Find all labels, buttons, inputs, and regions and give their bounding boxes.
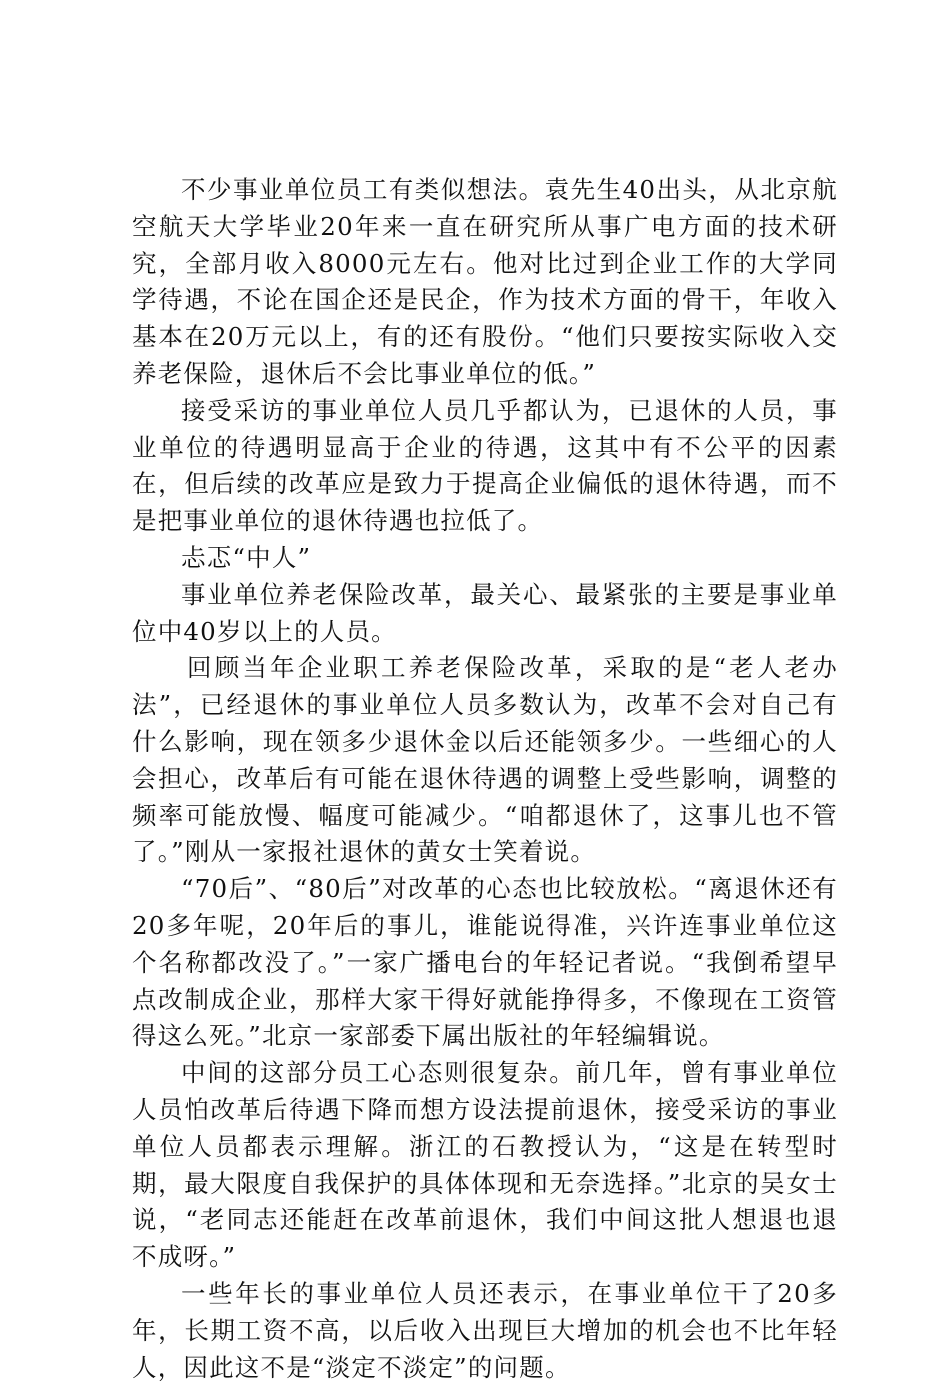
paragraph-yuan-comparison: 不少事业单位员工有类似想法。袁先生40出头，从北京航空航天大学毕业20年来一直在研究所从事广电方面的技术研究，全部月收入8000元左右。他对比过到企业工作的大学同学待遇，不论在国企还是民企，作为技术方面的骨干，年收入基本在20万元以上，有的还有股份。“他们只要按实际收入交养老保险，退休后不会比事业单位的低。”	[132, 175, 838, 388]
paragraph-senior-staff: 一些年长的事业单位人员还表示，在事业单位干了20多年，长期工资不高，以后收入出现巨大增加的机会也不比年轻人，因此这不是“淡定不淡定”的问题。	[132, 1278, 838, 1382]
paragraph-young-generation: “70后”、“80后”对改革的心态也比较放松。“离退休还有20多年呢，20年后的事儿，谁能说得准，兴许连事业单位这个名称都改没了。”一家广播电台的年轻记者说。“我倒希望早点改制成企业，那样大家干得好就能挣得多，不像现在工资管得这么死。”北京一家部委下属出版社的年轻编辑说。	[132, 874, 838, 1051]
paragraph-retirees-view: 回顾当年企业职工养老保险改革，采取的是“老人老办法”，已经退休的事业单位人员多数认为，改革不会对自己有什么影响，现在领多少退休金以后还能领多少。一些细心的人会担心，改革后有可能在退休待遇的调整上受些影响，调整的频率可能放慢、幅度可能减少。“咱都退休了，这事儿也不管了。”刚从一家报社退休的黄女士笑着说。	[132, 653, 838, 867]
paragraph-over-40-concern: 事业单位养老保险改革，最关心、最紧张的主要是事业单位中40岁以上的人员。	[132, 579, 838, 646]
paragraph-interview-consensus: 接受采访的事业单位人员几乎都认为，已退休的人员，事业单位的待遇明显高于企业的待遇，这其中有不公平的因素在，但后续的改革应是致力于提高企业偏低的退休待遇，而不是把事业单位的退休待遇也拉低了。	[132, 395, 838, 536]
section-heading: 忐忑“中人”	[181, 542, 312, 572]
paragraph-middle-group: 中间的这部分员工心态则很复杂。前几年，曾有事业单位人员怕改革后待遇下降而想方设法提前退休，接受采访的事业单位人员都表示理解。浙江的石教授认为，“这是在转型时期，最大限度自我保护的具体体现和无奈选择。”北京的吴女士说，“老同志还能赶在改革前退休，我们中间这批人想退也退不成呀。”	[132, 1058, 838, 1272]
article-body	[132, 172, 838, 1386]
